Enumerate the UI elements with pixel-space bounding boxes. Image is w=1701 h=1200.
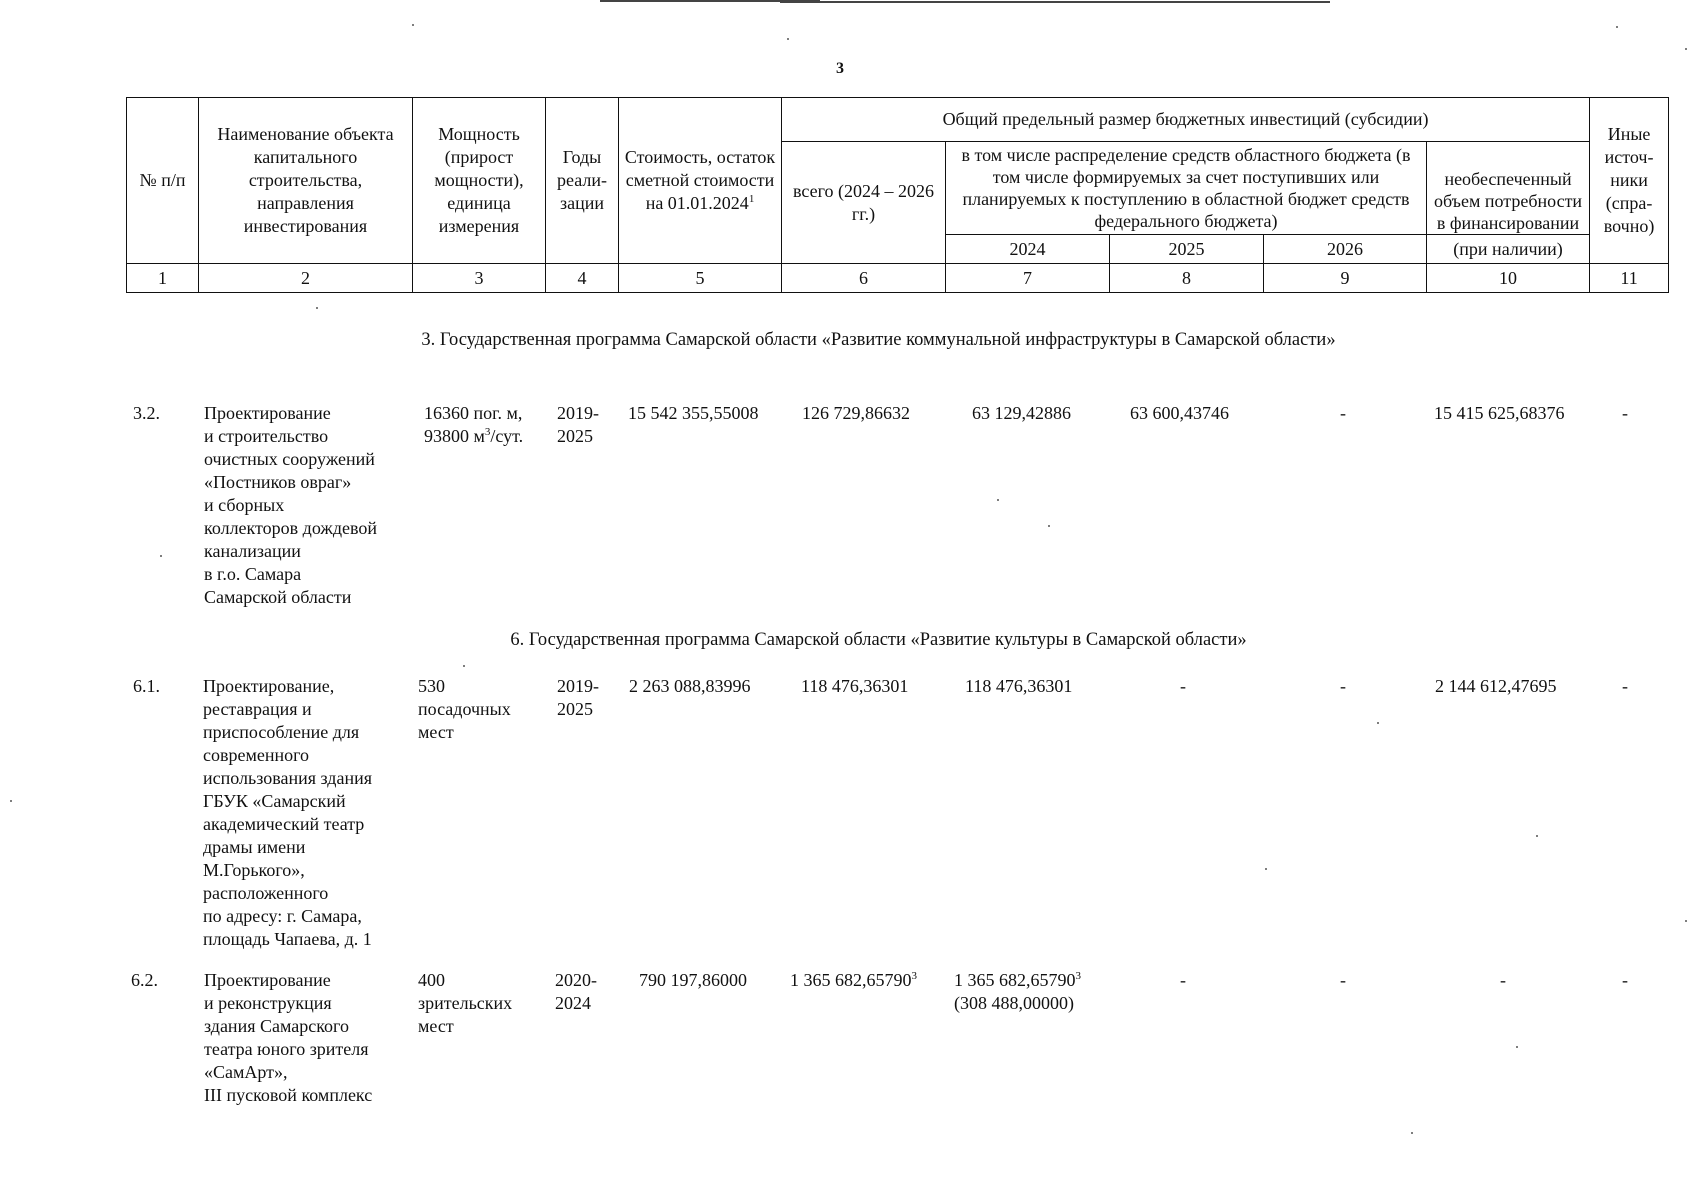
scan-speck	[787, 38, 789, 40]
scan-speck	[997, 499, 999, 501]
header-num: № п/п	[127, 98, 199, 264]
header-capacity: Мощность (прирост мощности), единица измерения	[413, 98, 546, 264]
row-years: 2020- 2024	[555, 970, 597, 1013]
header-table	[126, 97, 1669, 293]
header-subgroup-title: в том числе распределение средств областного бюджета (в том числе формируемых за счет поступивших или планируемых к поступлению в областной бюджет средств федерального бюджета)	[946, 142, 1427, 235]
scan-speck	[316, 307, 318, 309]
header-unsecured-note: (при наличии)	[1427, 235, 1590, 264]
row-2024: 63 129,42886	[972, 403, 1071, 423]
scan-speck	[1616, 26, 1618, 28]
header-colnum: 8	[1110, 264, 1264, 293]
row-2026: -	[1340, 676, 1346, 696]
scan-speck	[1685, 920, 1687, 922]
scan-speck	[1516, 1046, 1518, 1048]
header-total: всего (2024 – 2026 гг.)	[782, 142, 946, 264]
header-colnum: 5	[619, 264, 782, 293]
header-colnum: 6	[782, 264, 946, 293]
scan-edge-line	[780, 1, 1330, 3]
header-colnum: 10	[1427, 264, 1590, 293]
header-colnum: 1	[127, 264, 199, 293]
row-2024: 118 476,36301	[965, 676, 1073, 696]
scan-speck	[463, 665, 465, 667]
row-2025: -	[1180, 676, 1186, 696]
row-other: -	[1622, 970, 1628, 990]
scan-speck	[1265, 868, 1267, 870]
scan-speck	[1048, 525, 1050, 527]
row-2026: -	[1340, 970, 1346, 990]
header-colnum: 3	[413, 264, 546, 293]
header-year-2025: 2025	[1110, 235, 1264, 264]
page-number: 3	[836, 60, 844, 77]
header-colnum: 11	[1590, 264, 1669, 293]
header-group-title: Общий предельный размер бюджетных инвестиций (субсидии)	[782, 98, 1590, 142]
row-other: -	[1622, 403, 1628, 423]
row-number: 3.2.	[133, 403, 160, 423]
row-object-name: Проектирование, реставрация и приспособление для современного использования здания ГБУК «Самарский академический театр драмы имени М.Горького», расположенного по адресу: г. Самара, площадь Чапаева, д. 1	[203, 676, 372, 949]
row-number: 6.1.	[133, 676, 160, 696]
row-total: 1 365 682,65790$^3$	[790, 970, 917, 990]
row-2026: -	[1340, 403, 1346, 423]
header-cost: Стоимость, остаток сметной стоимости на 01.01.2024$^1$	[619, 98, 782, 264]
row-capacity: 530 посадочных мест	[418, 676, 511, 742]
scan-speck	[1377, 722, 1379, 724]
row-capacity: 400 зрительских мест	[418, 970, 513, 1036]
section-title-6: 6. Государственная программа Самарской области «Развитие культуры в Самарской области»	[510, 630, 1247, 650]
scan-speck	[160, 555, 162, 557]
row-2025: 63 600,43746	[1130, 403, 1229, 423]
header-year-2024: 2024	[946, 235, 1110, 264]
row-years: 2019- 2025	[557, 403, 599, 446]
section-title-3: 3. Государственная программа Самарской области «Развитие коммунальной инфраструктуры в Самарской области»	[421, 330, 1336, 350]
header-colnum: 7	[946, 264, 1110, 293]
row-years: 2019- 2025	[557, 676, 599, 719]
row-object-name: Проектирование и строительство очистных сооружений «Постников овраг» и сборных коллекторов дождевой канализации в г.о. Самара Самарской области	[204, 403, 377, 607]
header-other-sources: Иные источ-ники (спра-вочно)	[1590, 98, 1669, 264]
row-total: 118 476,36301	[801, 676, 909, 696]
scan-speck	[1536, 835, 1538, 837]
header-colnum: 2	[199, 264, 413, 293]
row-object-name: Проектирование и реконструкция здания Самарского театра юного зрителя «СамАрт», III пусковой комплекс	[204, 970, 373, 1105]
row-unsecured: -	[1500, 970, 1506, 990]
row-total: 126 729,86632	[802, 403, 910, 423]
row-unsecured: 2 144 612,47695	[1435, 676, 1557, 696]
row-2025: -	[1180, 970, 1186, 990]
scan-speck	[1411, 1132, 1413, 1134]
row-cost: 790 197,86000	[639, 970, 747, 990]
row-capacity: 16360 пог. м, 93800 $м^3$/сут.	[424, 403, 524, 446]
scan-speck	[1685, 48, 1687, 50]
row-2024: 1 365 682,65790$^3$ (308 488,00000)	[954, 970, 1081, 1013]
header-object-name: Наименование объекта капитального строительства, направления инвестирования	[199, 98, 413, 264]
row-cost: 2 263 088,83996	[629, 676, 751, 696]
scan-speck	[412, 24, 414, 26]
row-number: 6.2.	[131, 970, 158, 990]
header-year-2026: 2026	[1264, 235, 1427, 264]
header-unsecured: необеспеченный объем потребности в финансировании	[1427, 142, 1590, 235]
header-years: Годы реали-зации	[546, 98, 619, 264]
header-colnum: 9	[1264, 264, 1427, 293]
header-colnum: 4	[546, 264, 619, 293]
row-unsecured: 15 415 625,68376	[1434, 403, 1565, 423]
row-other: -	[1622, 676, 1628, 696]
row-cost: 15 542 355,55008	[628, 403, 759, 423]
scan-speck	[10, 800, 12, 802]
